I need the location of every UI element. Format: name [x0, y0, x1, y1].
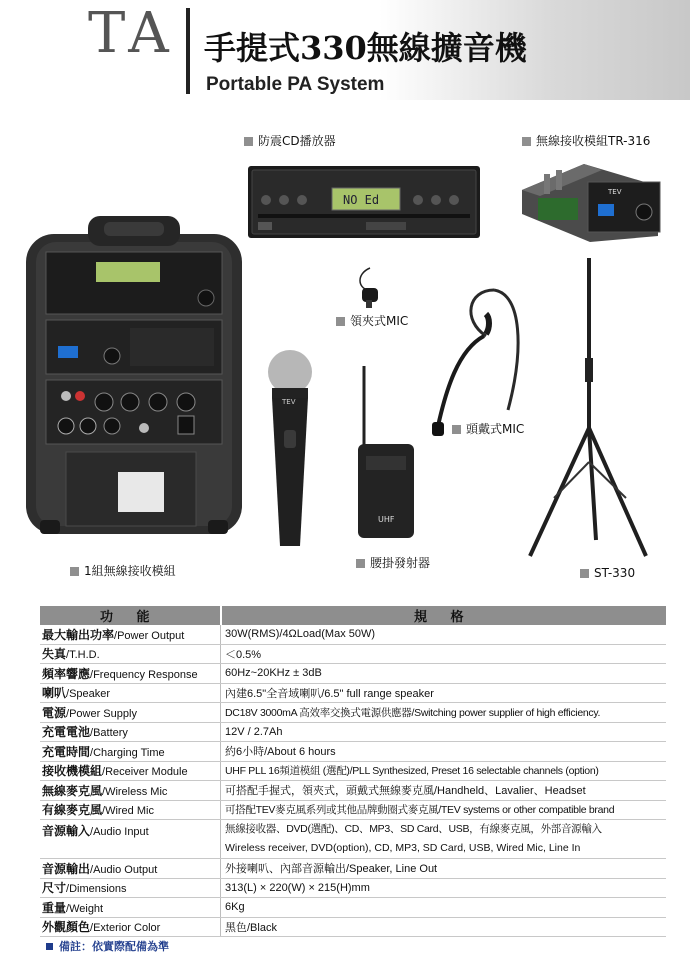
caption-main-unit: 1組無線接收模組	[70, 564, 176, 578]
header-band	[0, 0, 690, 100]
table-row: 失真/T.H.D. ＜0.5%	[40, 644, 666, 664]
caption-bodypack: 腰掛發射器	[356, 556, 430, 570]
header-divider	[186, 8, 190, 94]
table-row: 無線麥克風/Wireless Mic 可搭配手握式，領夾式，頭戴式無線麥克風/Handheld、Lavalier、Headset	[40, 781, 666, 801]
table-row: 最大輸出功率/Power Output 30W(RMS)/4ΩLoad(Max 50W)	[40, 625, 666, 644]
caption-square-icon	[522, 137, 531, 146]
receiver-brand-text: TEV	[608, 188, 622, 196]
cd-player-image	[248, 166, 480, 238]
caption-cd-player: 防震CD播放器	[244, 134, 336, 148]
caption-stand: ST-330	[580, 566, 635, 580]
table-row: 音源輸出/Audio Output 外接喇叭、內部音源輸出/Speaker, Line Out	[40, 859, 666, 879]
brand-logo: TA	[88, 1, 175, 66]
caption-lavalier: 領夾式MIC	[336, 314, 408, 328]
spec-header-spec: 規 格	[221, 606, 667, 625]
caption-headset: 頭戴式MIC	[452, 422, 524, 436]
receiver-module-image	[518, 160, 664, 244]
footnote: 備註：依實際配備為準	[46, 938, 169, 954]
bodypack-brand-text: UHF	[378, 515, 395, 524]
table-row: 頻率響應/Frequency Response 60Hz~20KHz ± 3dB	[40, 664, 666, 684]
spec-table	[40, 606, 666, 937]
caption-square-icon	[580, 569, 589, 578]
handheld-brand-text: TEV	[282, 398, 296, 406]
bodypack-image	[356, 366, 416, 542]
main-unit-image	[26, 216, 242, 546]
caption-square-icon	[356, 559, 365, 568]
page-subtitle: Portable PA System	[206, 74, 385, 95]
headset-mic-image	[428, 290, 524, 442]
spec-table-header	[40, 606, 666, 625]
table-row: 音源輸入/Audio Input 無線接收器、DVD(選配)、CD、MP3、SD Card、USB，有線麥克風，外部音源輸入 Wireless receiver, DVD(option), CD, MP3, SD Card, USB, Wired Mic, Line In	[40, 820, 666, 859]
table-row: 外觀顏色/Exterior Color 黑色/Black	[40, 917, 666, 937]
spec-header-function: 功 能	[40, 606, 221, 625]
table-row: 重量/Weight 6Kg	[40, 898, 666, 918]
caption-square-icon	[70, 567, 79, 576]
page-title: 手提式330無線擴音機	[204, 29, 527, 67]
caption-square-icon	[244, 137, 253, 146]
table-row: 電源/Power Supply DC18V 3000mA 高效率交換式電源供應器/Switching power supplier of high efficiency.	[40, 703, 666, 723]
table-row: 充電時間/Charging Time 約6小時/About 6 hours	[40, 742, 666, 762]
handheld-mic-image	[264, 350, 316, 550]
table-row: 喇叭/Speaker 內建6.5"全音域喇叭/6.5" full range speaker	[40, 683, 666, 703]
table-row: 尺寸/Dimensions 313(L) × 220(W) × 215(H)mm	[40, 878, 666, 898]
table-row: 充電電池/Battery 12V / 2.7Ah	[40, 722, 666, 742]
caption-square-icon	[336, 317, 345, 326]
cd-display-text: NO Ed	[343, 193, 380, 207]
lavalier-mic-image	[352, 268, 388, 312]
table-row: 有線麥克風/Wired Mic 可搭配TEV麥克風系列或其他品牌動圈式麥克風/TEV systems or other compatible brand	[40, 800, 666, 820]
table-row: 接收機模組/Receiver Module UHF PLL 16頻道模組 (選配)/PLL Synthesized, Preset 16 selectable channels (option)	[40, 761, 666, 781]
speaker-stand-image	[526, 258, 650, 560]
note-square-icon	[46, 943, 53, 950]
caption-receiver-module: 無線接收模組TR-316	[522, 134, 650, 148]
